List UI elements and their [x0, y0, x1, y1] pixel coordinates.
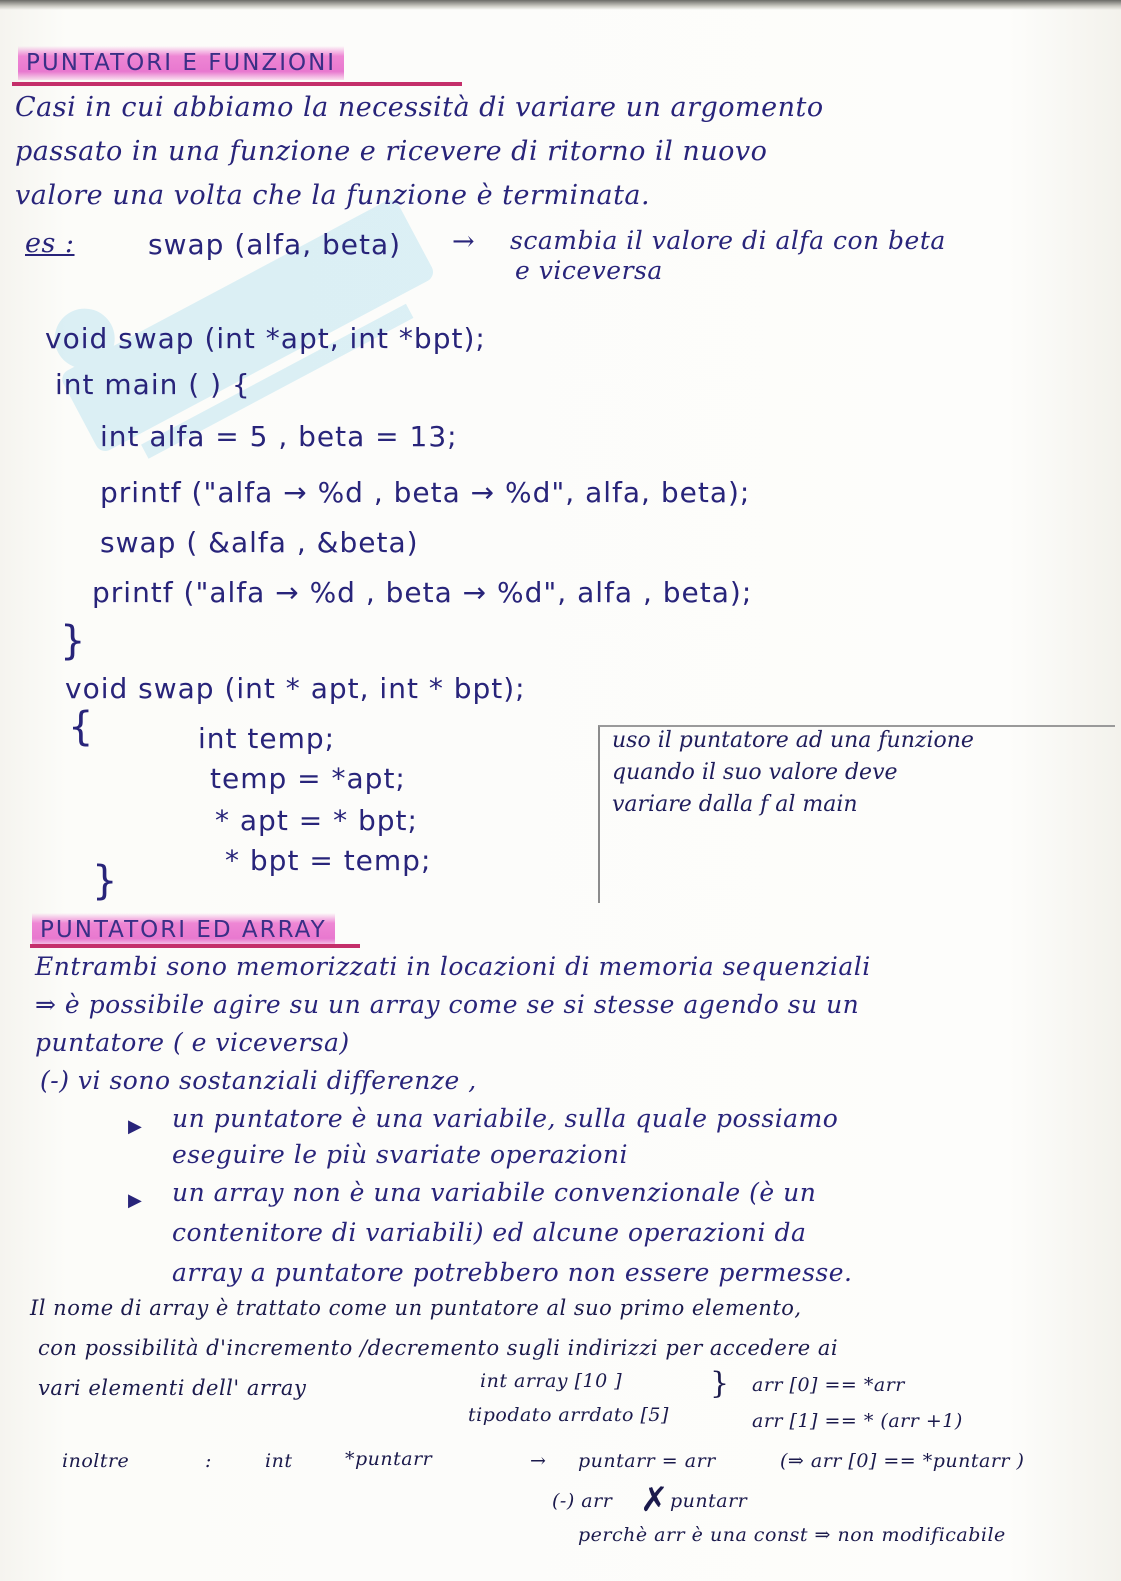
intro-line-1: Casi in cui abbiamo la necessità di variare un argomento — [15, 92, 824, 123]
code-definition-signature: void swap (int * apt, int * bpt); — [65, 672, 526, 705]
example-desc-2: e viceversa — [515, 256, 663, 285]
code-open-definition: { — [68, 704, 94, 750]
code-apt-assign: * apt = * bpt; — [215, 804, 418, 837]
code-declaration: int alfa = 5 , beta = 13; — [100, 420, 458, 453]
cross-icon: ✗ — [640, 1480, 669, 1520]
note-line-2: quando il suo valore deve — [612, 760, 898, 785]
title-underline — [12, 82, 462, 86]
note-line-3: variare dalla f al main — [612, 792, 858, 817]
assign-statement: puntarr = arr — [578, 1450, 716, 1472]
brace-right: } — [710, 1366, 730, 1401]
code-printf-1: printf ("alfa → %d , beta → %d", alfa, beta); — [100, 476, 751, 509]
example-call: swap (alfa, beta) — [148, 228, 402, 261]
code-close-main: } — [60, 618, 86, 664]
wrong-suffix: puntarr — [670, 1490, 748, 1512]
code-printf-2: printf ("alfa → %d , beta → %d", alfa , beta); — [92, 576, 753, 609]
bullet-2-line-1: un array non è una variabile convenzionale (è un — [172, 1178, 817, 1207]
code-close-definition: } — [92, 858, 118, 904]
inoltre-colon: : — [205, 1450, 212, 1472]
note-line-1: uso il puntatore ad una funzione — [612, 728, 974, 753]
decl-array: int array [10 ] — [480, 1370, 623, 1392]
arrow-icon: → — [452, 226, 476, 257]
decl-arrdato: tipodato arrdato [5] — [468, 1404, 669, 1426]
wrong-prefix: (-) arr — [552, 1490, 613, 1512]
wrong-reason: perchè arr è una const ⇒ non modificabile — [578, 1524, 1006, 1546]
name-line-3: vari elementi dell' array — [38, 1376, 307, 1400]
code-temp-declaration: int temp; — [198, 722, 336, 755]
example-desc-1: scambia il valore di alfa con beta — [510, 226, 946, 255]
code-main-signature: int main ( ) { — [55, 368, 251, 401]
array-line-3: puntatore ( e viceversa) — [35, 1028, 350, 1057]
bullet-2-line-3: array a puntatore potrebbero non essere permesse. — [172, 1258, 853, 1287]
bullet-2-line-2: contenitore di variabili) ed alcune operazioni da — [172, 1218, 807, 1247]
bullet-1-line-2: eseguire le più svariate operazioni — [172, 1140, 629, 1169]
intro-line-3: valore una volta che la funzione è terminata. — [15, 180, 651, 211]
section-title-puntatori-funzioni: PUNTATORI E FUNZIONI — [18, 46, 344, 80]
int-keyword: int — [265, 1450, 293, 1472]
code-swap-call: swap ( &alfa , &beta) — [100, 526, 419, 559]
example-label: es : — [25, 228, 75, 259]
code-prototype: void swap (int *apt, int *bpt); — [45, 322, 486, 355]
name-line-1: Il nome di array è trattato come un puntatore al suo primo elemento, — [30, 1296, 802, 1320]
section-title-puntatori-array: PUNTATORI ED ARRAY — [32, 913, 335, 947]
assign-note: (⇒ arr [0] == *puntarr ) — [780, 1450, 1025, 1472]
bullet-1-line-1: un puntatore è una variabile, sulla quale possiamo — [172, 1104, 839, 1133]
arrow-icon-2: → — [530, 1450, 547, 1472]
name-line-2: con possibilità d'incremento /decremento sugli indirizzi per accedere ai — [38, 1336, 839, 1360]
code-temp-assign: temp = *apt; — [210, 762, 406, 795]
bullet-icon-1: ▶ — [128, 1116, 142, 1137]
array-line-4: (-) vi sono sostanziali differenze , — [40, 1066, 477, 1095]
bullet-icon-2: ▶ — [128, 1190, 142, 1211]
array-line-2: ⇒ è possibile agire su un array come se si stesse agendo su un — [35, 990, 860, 1019]
intro-line-2: passato in una funzione e ricevere di ritorno il nuovo — [15, 136, 768, 167]
page-top-edge — [0, 0, 1121, 10]
title-underline-2 — [30, 944, 360, 948]
equation-2: arr [1] == * (arr +1) — [752, 1410, 963, 1432]
code-bpt-assign: * bpt = temp; — [225, 844, 432, 877]
pointer-declaration: *puntarr — [345, 1448, 433, 1470]
array-line-1: Entrambi sono memorizzati in locazioni di memoria sequenziali — [35, 952, 871, 981]
equation-1: arr [0] == *arr — [752, 1374, 905, 1396]
inoltre-label: inoltre — [62, 1450, 130, 1472]
